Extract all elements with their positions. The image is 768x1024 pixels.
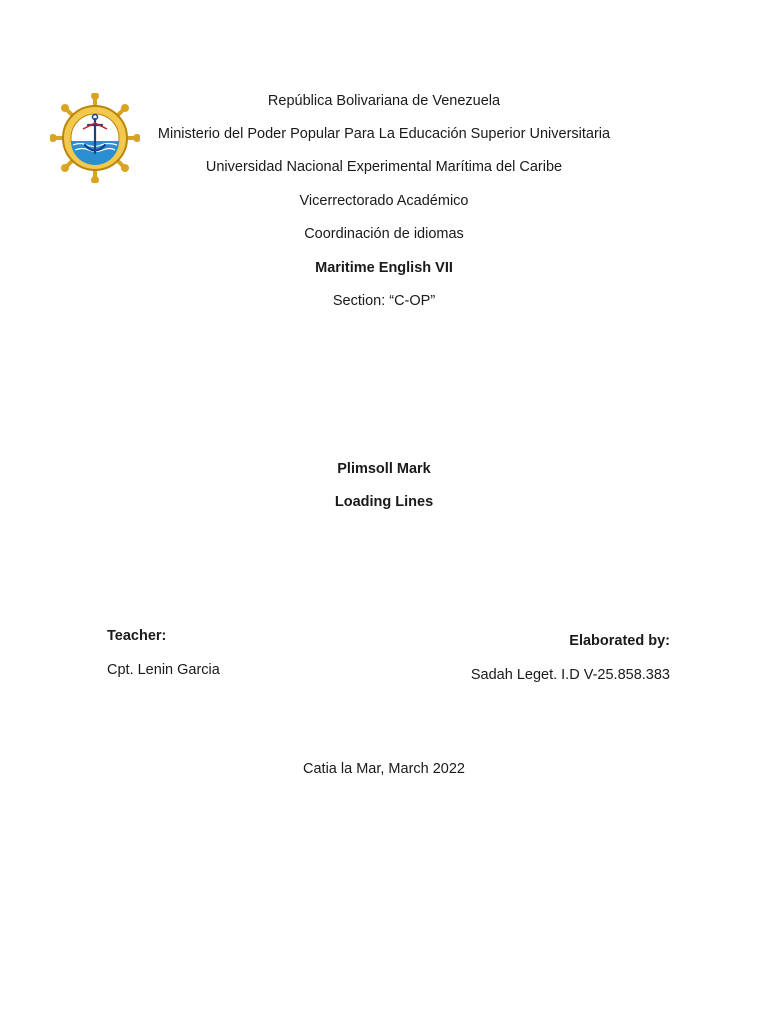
topic-subtitle: Loading Lines [334,494,434,510]
teacher-name: Cpt. Lenin Garcia [107,662,220,678]
header-country: República Bolivariana de Venezuela [267,93,501,109]
topic-title: Plimsoll Mark [337,461,431,477]
place-date: Catia la Mar, March 2022 [303,761,465,777]
teacher-label: Teacher: [107,628,167,644]
author-label: Elaborated by: [569,633,670,649]
header-ministry: Ministerio del Poder Popular Para La Educación Superior Universitaria [157,126,611,142]
header-vice-rectorate: Vicerrectorado Académico [299,193,469,209]
course-title: Maritime English VII [315,260,453,276]
section-label: Section: “C-OP” [332,293,436,309]
header-university: Universidad Nacional Experimental Marítima del Caribe [205,159,563,175]
author-name: Sadah Leget. I.D V-25.858.383 [470,667,670,683]
header-coordination: Coordinación de idiomas [304,226,464,242]
